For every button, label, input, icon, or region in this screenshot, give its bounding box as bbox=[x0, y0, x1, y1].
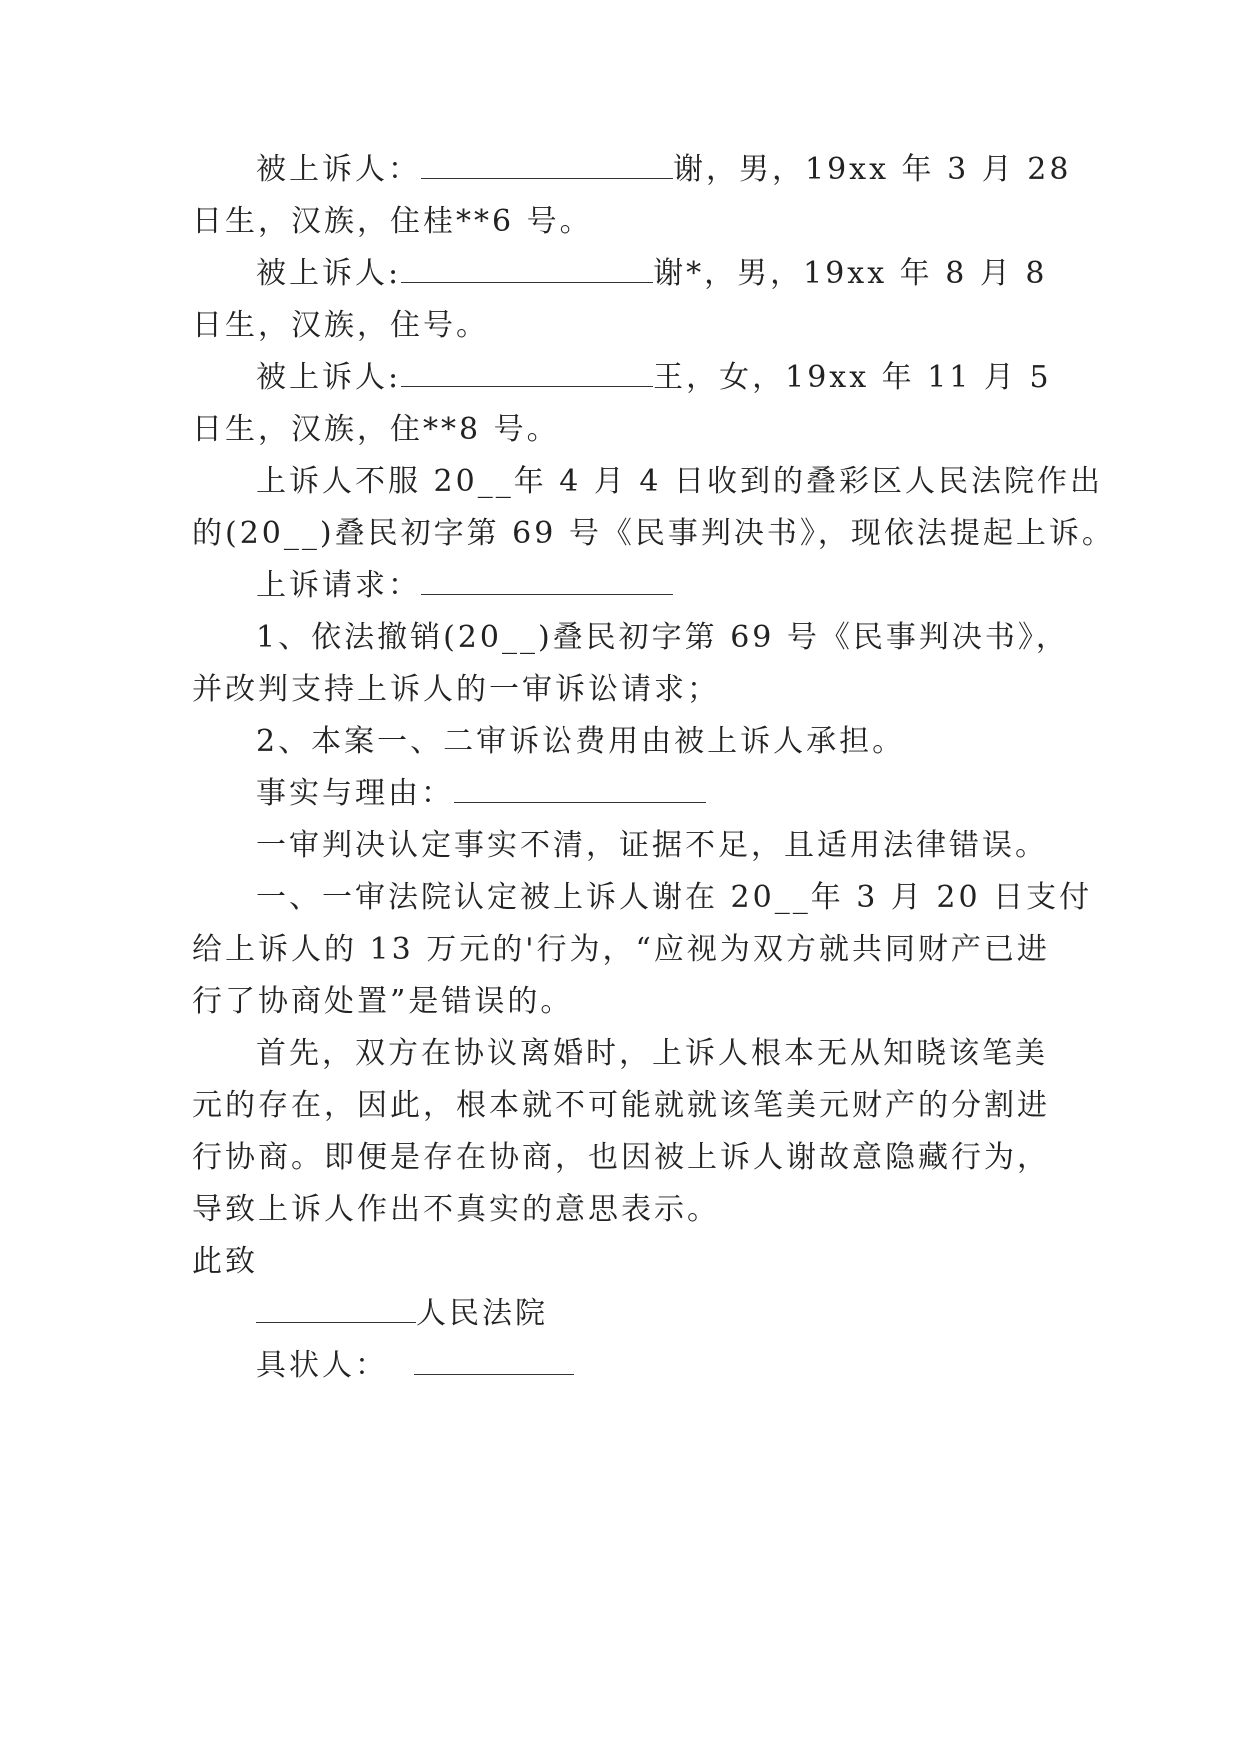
blank-underline bbox=[421, 568, 673, 595]
appellee-1-label: 被上诉人： bbox=[256, 152, 421, 187]
appeal-statement-line1: 上诉人不服 20__年 4 月 4 日收到的叠彩区人民法院作出 bbox=[256, 464, 1104, 499]
request-label: 上诉请求： bbox=[256, 568, 421, 603]
appellee-1-info: 谢，男，19xx 年 3 月 28 bbox=[673, 152, 1072, 187]
blank-underline bbox=[414, 1348, 574, 1375]
signer-label: 具状人： bbox=[256, 1348, 388, 1383]
first-line2: 元的存在，因此，根本就不可能就就该笔美元财产的分割进 bbox=[192, 1088, 1050, 1123]
first-line3: 行协商。即便是存在协商，也因被上诉人谢故意隐藏行为， bbox=[192, 1140, 1050, 1175]
request-1-line2: 并改判支持上诉人的一审诉讼请求； bbox=[192, 672, 720, 707]
appellee-3-label: 被上诉人: bbox=[256, 360, 402, 395]
appellee-2-info: 谢*，男，19xx 年 8 月 8 bbox=[653, 256, 1048, 291]
first-line1: 首先，双方在协议离婚时，上诉人根本无从知晓该笔美 bbox=[256, 1036, 1048, 1071]
appellee-2-line bbox=[256, 254, 1047, 294]
signer-line bbox=[256, 1346, 574, 1386]
facts-label: 事实与理由： bbox=[256, 776, 454, 811]
facts-intro: 一审判决认定事实不清，证据不足，且适用法律错误。 bbox=[256, 828, 1048, 863]
point-1-line2: 给上诉人的 13 万元的'行为，“应视为双方就共同财产已进 bbox=[192, 932, 1050, 967]
appeal-statement-line2: 的(20__)叠民初字第 69 号《民事判决书》，现依法提起上诉。 bbox=[192, 516, 1115, 551]
appellee-2-label: 被上诉人: bbox=[256, 256, 402, 291]
court-name: 人民法院 bbox=[416, 1296, 548, 1331]
blank-underline bbox=[401, 360, 653, 387]
point-1-line3: 行了协商处置”是错误的。 bbox=[192, 984, 574, 1019]
blank-underline bbox=[421, 152, 673, 179]
blank-underline bbox=[256, 1296, 416, 1323]
appellee-1-line bbox=[256, 150, 1071, 190]
request-1-line1: 1、依法撤销(20__)叠民初字第 69 号《民事判决书》， bbox=[256, 620, 1069, 655]
point-1-line1: 一、一审法院认定被上诉人谢在 20__年 3 月 20 日支付 bbox=[256, 880, 1093, 915]
blank-underline bbox=[454, 776, 706, 803]
facts-heading bbox=[256, 774, 706, 814]
court-line bbox=[256, 1294, 548, 1334]
first-line4: 导致上诉人作出不真实的意思表示。 bbox=[192, 1192, 720, 1227]
appellee-2-cont: 日生，汉族，住号。 bbox=[192, 308, 489, 343]
request-heading bbox=[256, 566, 673, 606]
appellee-3-cont: 日生，汉族，住**8 号。 bbox=[192, 412, 560, 447]
closing: 此致 bbox=[192, 1244, 258, 1279]
appellee-1-cont: 日生，汉族，住桂**6 号。 bbox=[192, 204, 593, 239]
blank-underline bbox=[401, 256, 653, 283]
appellee-3-line bbox=[256, 358, 1052, 398]
appellee-3-info: 王，女，19xx 年 11 月 5 bbox=[653, 360, 1052, 395]
request-2: 2、本案一、二审诉讼费用由被上诉人承担。 bbox=[256, 724, 906, 759]
